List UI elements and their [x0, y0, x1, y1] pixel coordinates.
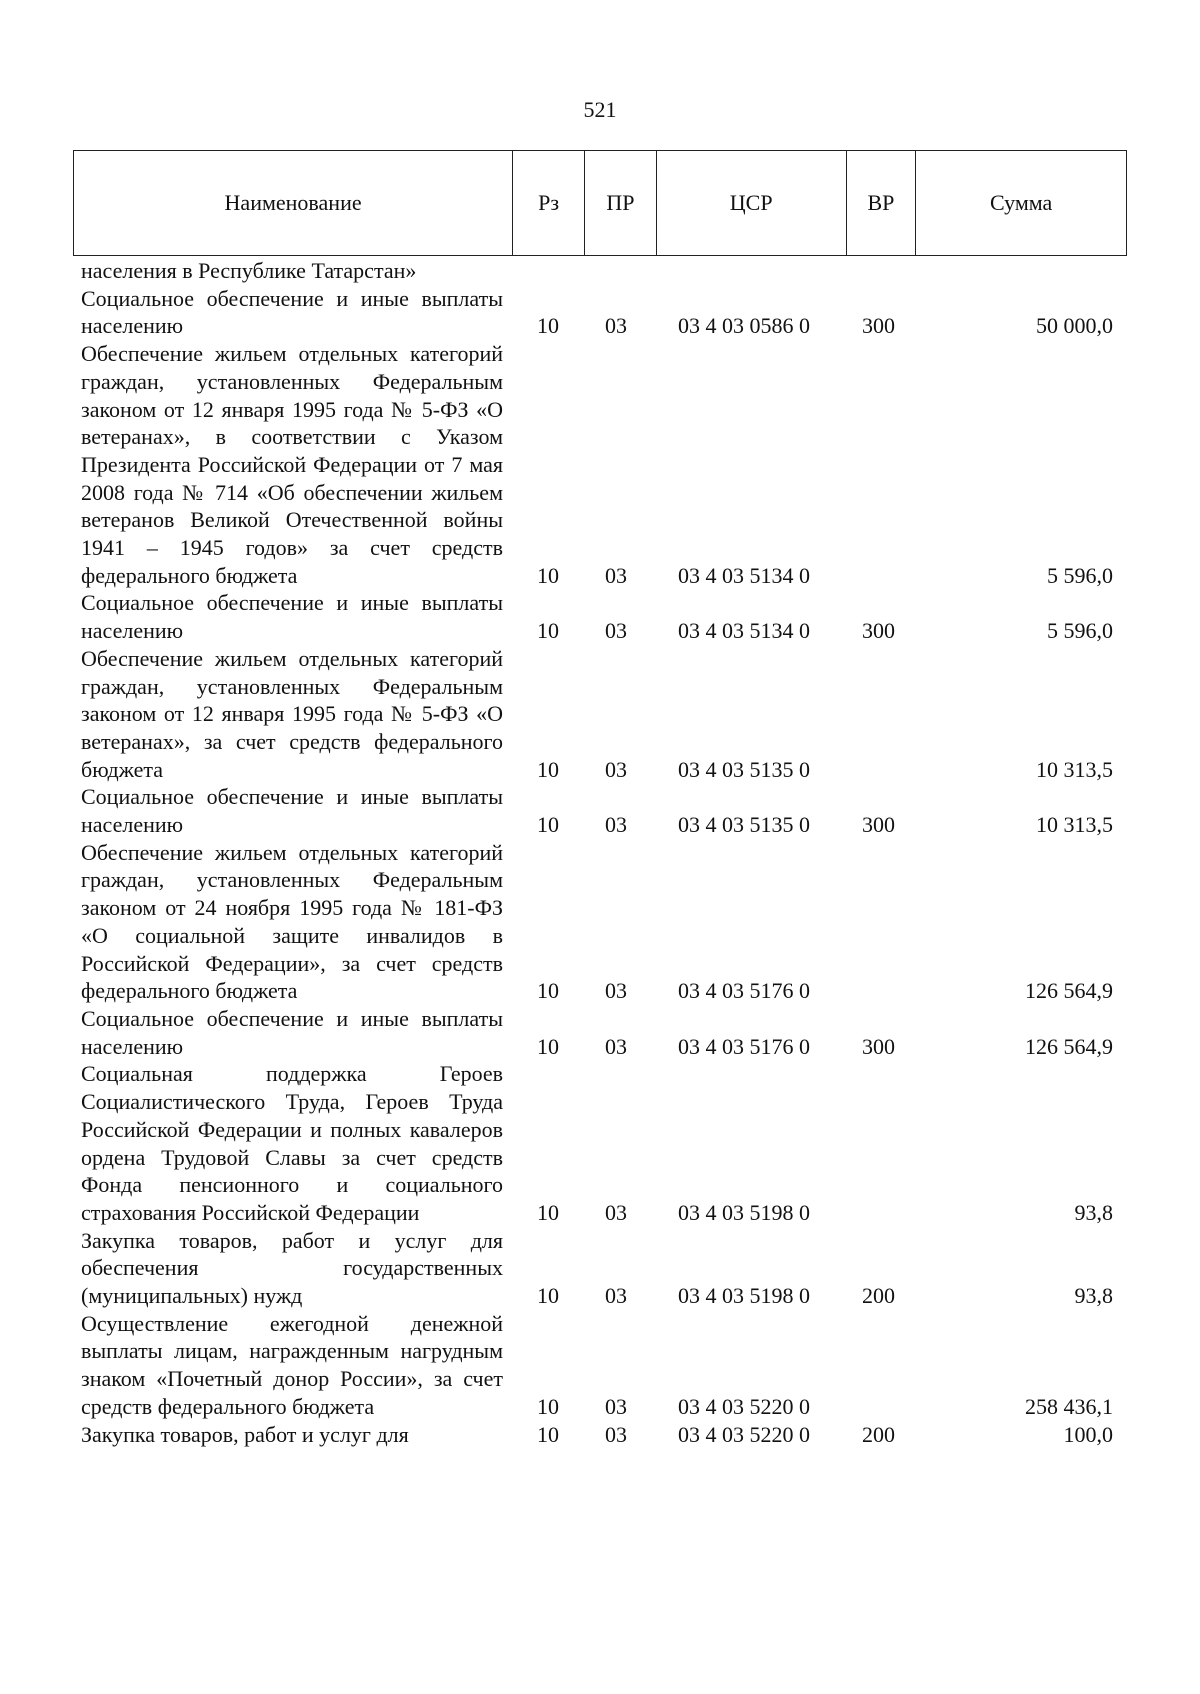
table-row — [73, 589, 1127, 644]
row-name: Социальное обеспечение и иные выплаты населению — [81, 590, 503, 644]
table-row — [73, 783, 1127, 838]
row-name: Закупка товаров, работ и услуг для обеспечения государственных (муниципальных) нужд — [81, 1227, 503, 1309]
header-sum: Сумма — [915, 151, 1126, 255]
row-sum: 10 313,5 — [1036, 756, 1113, 782]
row-csr: 03 4 03 5198 0 — [678, 1283, 810, 1309]
table-row — [73, 1421, 1127, 1449]
row-name: Социальное обеспечение и иные выплаты населению — [81, 285, 503, 339]
row-rz: 10 — [537, 1393, 559, 1419]
page-number: 521 — [583, 97, 617, 122]
row-rz: 10 — [537, 812, 559, 838]
row-rz: 10 — [537, 1033, 559, 1059]
row-csr: 03 4 03 5176 0 — [678, 1033, 810, 1059]
row-vr: 300 — [862, 313, 895, 339]
header-rz: Рз — [512, 151, 584, 255]
row-name: Осуществление ежегодной денежной выплаты лицам, награжденным нагрудным знаком «Почетный донор России», за счет средств федерального бюджета — [81, 1310, 503, 1419]
row-vr: 300 — [862, 1033, 895, 1059]
row-name: Закупка товаров, работ и услуг для — [81, 1421, 409, 1447]
row-rz: 10 — [537, 978, 559, 1004]
row-pr: 03 — [605, 1283, 627, 1309]
row-csr: 03 4 03 5176 0 — [678, 978, 810, 1004]
row-vr: 200 — [862, 1421, 895, 1447]
table-body — [73, 257, 1127, 1448]
table-row — [73, 340, 1127, 589]
row-sum: 126 564,9 — [1025, 1033, 1113, 1059]
row-pr: 03 — [605, 618, 627, 644]
row-name: Социальное обеспечение и иные выплаты населению — [81, 784, 503, 838]
row-csr: 03 4 03 5220 0 — [678, 1393, 810, 1419]
row-name: Социальная поддержка Героев Социалистического Труда, Героев Труда Российской Федерации и полных кавалеров ордена Трудовой Славы за счет средств Фонда пенсионного и социального страхования Российской Федерации — [81, 1061, 503, 1225]
header-name: Наименование — [224, 190, 362, 215]
row-rz: 10 — [537, 1199, 559, 1225]
row-vr: 300 — [862, 812, 895, 838]
row-sum: 5 596,0 — [1047, 562, 1113, 588]
row-pr: 03 — [605, 1199, 627, 1225]
table-row — [73, 645, 1127, 784]
row-csr: 03 4 03 5134 0 — [678, 618, 810, 644]
header-vr: ВР — [846, 151, 916, 255]
row-csr: 03 4 03 5134 0 — [678, 562, 810, 588]
row-name: Социальное обеспечение и иные выплаты населению — [81, 1005, 503, 1059]
row-rz: 10 — [537, 756, 559, 782]
row-pr: 03 — [605, 978, 627, 1004]
row-sum: 126 564,9 — [1025, 978, 1113, 1004]
row-name: Обеспечение жильем отдельных категорий граждан, установленных Федеральным законом от 24 ноября 1995 года № 181-ФЗ «О социальной защите инвалидов в Российской Федерации», за счет средств федерального бюджета — [81, 839, 503, 1004]
row-sum: 10 313,5 — [1036, 812, 1113, 838]
row-pr: 03 — [605, 562, 627, 588]
row-pr: 03 — [605, 1033, 627, 1059]
row-csr: 03 4 03 5135 0 — [678, 756, 810, 782]
table-header — [73, 150, 1127, 256]
row-vr: 200 — [862, 1283, 895, 1309]
row-rz: 10 — [537, 313, 559, 339]
row-csr: 03 4 03 5198 0 — [678, 1199, 810, 1225]
row-rz: 10 — [537, 1283, 559, 1309]
table-row — [73, 285, 1127, 340]
row-sum: 5 596,0 — [1047, 618, 1113, 644]
table-row — [73, 1227, 1127, 1310]
row-sum: 100,0 — [1063, 1421, 1113, 1447]
row-sum: 258 436,1 — [1025, 1393, 1113, 1419]
row-pr: 03 — [605, 313, 627, 339]
row-pr: 03 — [605, 812, 627, 838]
row-rz: 10 — [537, 1421, 559, 1447]
row-sum: 50 000,0 — [1036, 313, 1113, 339]
row-csr: 03 4 03 5135 0 — [678, 812, 810, 838]
row-pr: 03 — [605, 1421, 627, 1447]
header-csr: ЦСР — [656, 151, 846, 255]
row-rz: 10 — [537, 618, 559, 644]
row-pr: 03 — [605, 1393, 627, 1419]
row-csr: 03 4 03 5220 0 — [678, 1421, 810, 1447]
row-vr: 300 — [862, 618, 895, 644]
row-csr: 03 4 03 0586 0 — [678, 313, 810, 339]
row-sum: 93,8 — [1074, 1199, 1113, 1225]
row-pr: 03 — [605, 756, 627, 782]
row-name: Обеспечение жильем отдельных категорий граждан, установленных Федеральным законом от 12 января 1995 года № 5-ФЗ «О ветеранах», за счет средств федерального бюджета — [81, 645, 503, 782]
table-row — [73, 1005, 1127, 1060]
table-row — [73, 839, 1127, 1005]
row-name: населения в Республике Татарстан» — [81, 258, 417, 283]
row-name: Обеспечение жильем отдельных категорий граждан, установленных Федеральным законом от 12 января 1995 года № 5-ФЗ «О ветеранах», в соответствии с Указом Президента Российской Федерации от 7 мая 2008 года № 714 «Об обеспечении жильем ветеранов Великой Отечественной войны 1941 – 1945 годов» за счет средств федерального бюджета — [81, 341, 503, 588]
row-sum: 93,8 — [1074, 1283, 1113, 1309]
table-row — [73, 1310, 1127, 1421]
header-pr: ПР — [584, 151, 656, 255]
row-rz: 10 — [537, 562, 559, 588]
table-row — [73, 1060, 1127, 1226]
table-row — [73, 257, 1127, 285]
